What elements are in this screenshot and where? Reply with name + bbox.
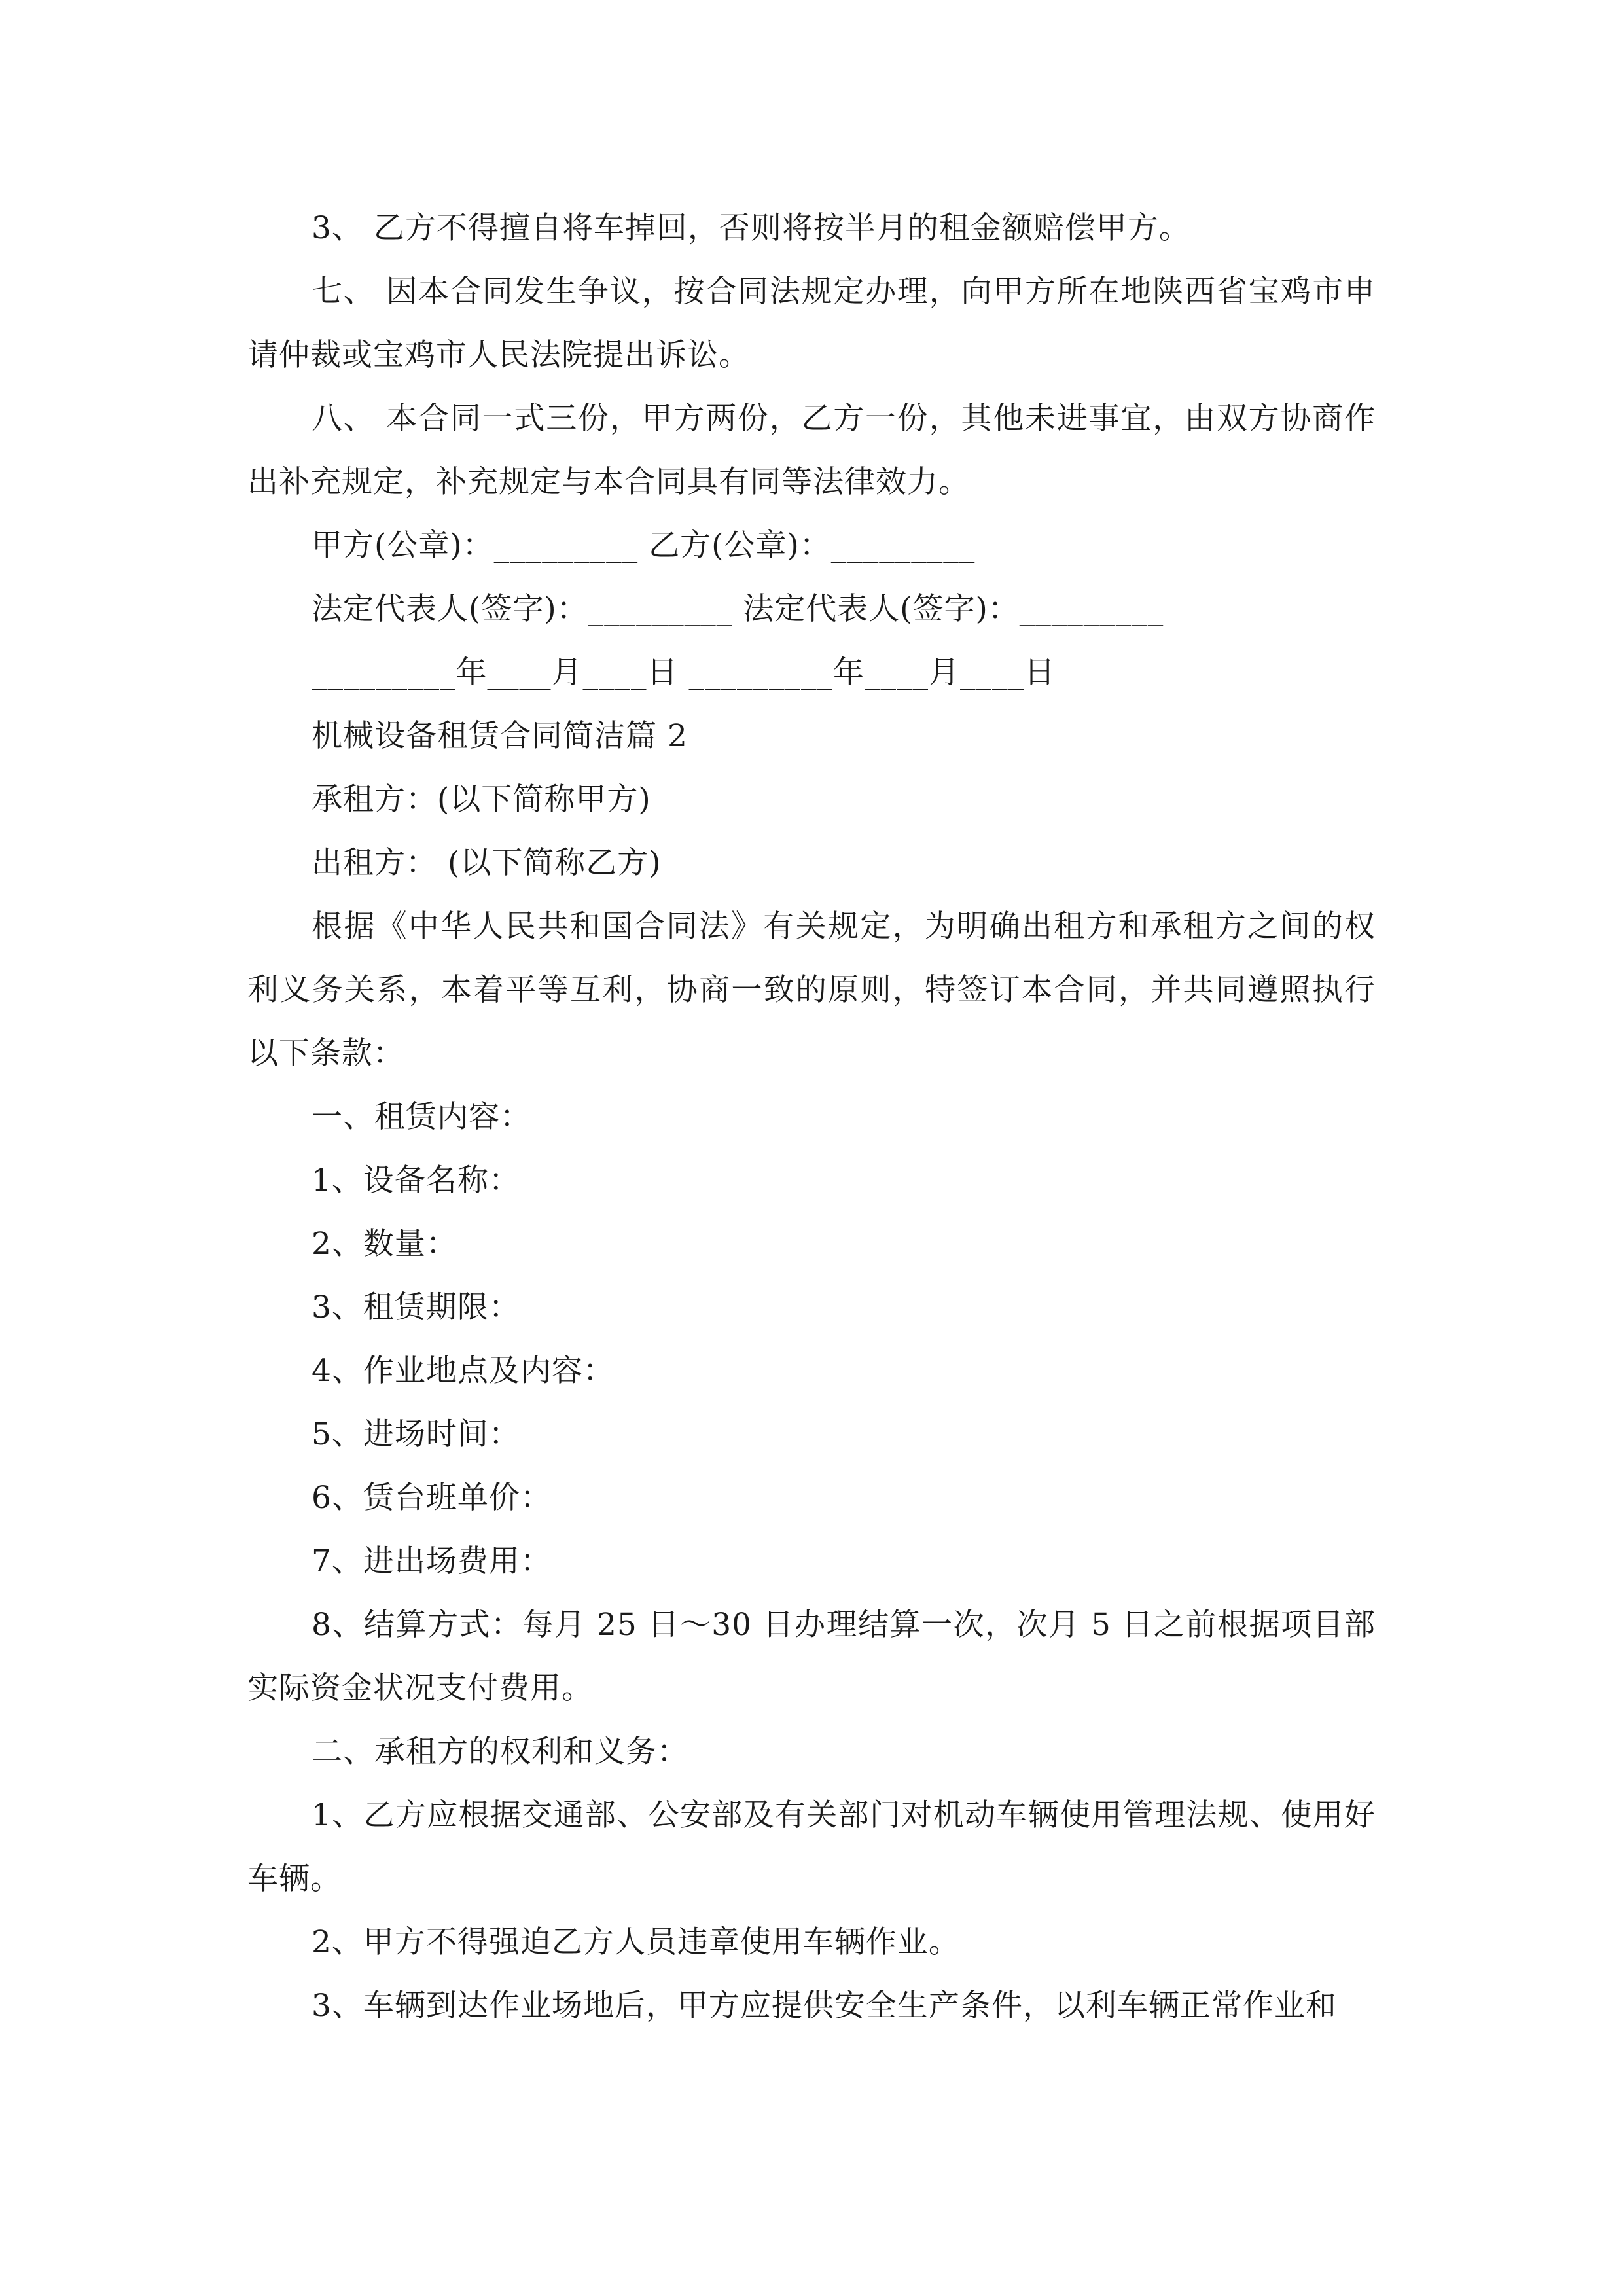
- clause-paragraph: 七、 因本合同发生争议，按合同法规定办理，向甲方所在地陕西省宝鸡市申请仲裁或宝鸡市人民法院提出诉讼。: [247, 274, 1376, 373]
- signature-line-date: _________年____月____日 _________年____月____日: [312, 655, 1056, 691]
- list-item: 4、作业地点及内容：: [312, 1353, 615, 1389]
- heading-lessee-rights: 二、承租方的权利和义务：: [312, 1734, 688, 1770]
- preamble-paragraph: 根据《中华人民共和国合同法》有关规定，为明确出租方和承租方之间的权利义务关系，本着平等互利，协商一致的原则，特签订本合同，并共同遵照执行以下条款：: [247, 908, 1376, 1071]
- list-item: 1、乙方应根据交通部、公安部及有关部门对机动车辆使用管理法规、使用好车辆。: [247, 1797, 1376, 1897]
- document-body: [247, 196, 1376, 2037]
- heading-lease-content: 一、租赁内容：: [312, 1099, 531, 1135]
- signature-line-representative: 法定代表人(签字)：_________ 法定代表人(签字)：_________: [312, 591, 1164, 627]
- section-title: 机械设备租赁合同简洁篇 2: [312, 718, 688, 754]
- clause-paragraph: 八、 本合同一式三份，甲方两份，乙方一份，其他未进事宜，由双方协商作出补充规定，补充规定与本合同具有同等法律效力。: [247, 401, 1376, 500]
- party-lessee: 承租方：(以下简称甲方): [312, 781, 651, 817]
- list-item: 5、进场时间：: [312, 1416, 520, 1452]
- clause-paragraph: 3、 乙方不得擅自将车掉回，否则将按半月的租金额赔偿甲方。: [312, 210, 1190, 246]
- list-item: 3、车辆到达作业场地后，甲方应提供安全生产条件，以利车辆正常作业和: [312, 1988, 1337, 2024]
- list-item: 8、结算方式：每月 25 日～30 日办理结算一次，次月 5 日之前根据项目部实际资金状况支付费用。: [247, 1607, 1376, 1706]
- signature-line-seal: 甲方(公章)：_________ 乙方(公章)：_________: [312, 528, 976, 564]
- list-item: 3、租赁期限：: [312, 1289, 520, 1325]
- list-item: 2、甲方不得强迫乙方人员违章使用车辆作业。: [312, 1924, 960, 1960]
- list-item: 1、设备名称：: [312, 1162, 520, 1198]
- list-item: 7、进出场费用：: [312, 1543, 552, 1579]
- list-item: 2、数量：: [312, 1226, 457, 1262]
- list-item: 6、赁台班单价：: [312, 1480, 552, 1516]
- party-lessor: 出租方： (以下简称乙方): [312, 845, 662, 881]
